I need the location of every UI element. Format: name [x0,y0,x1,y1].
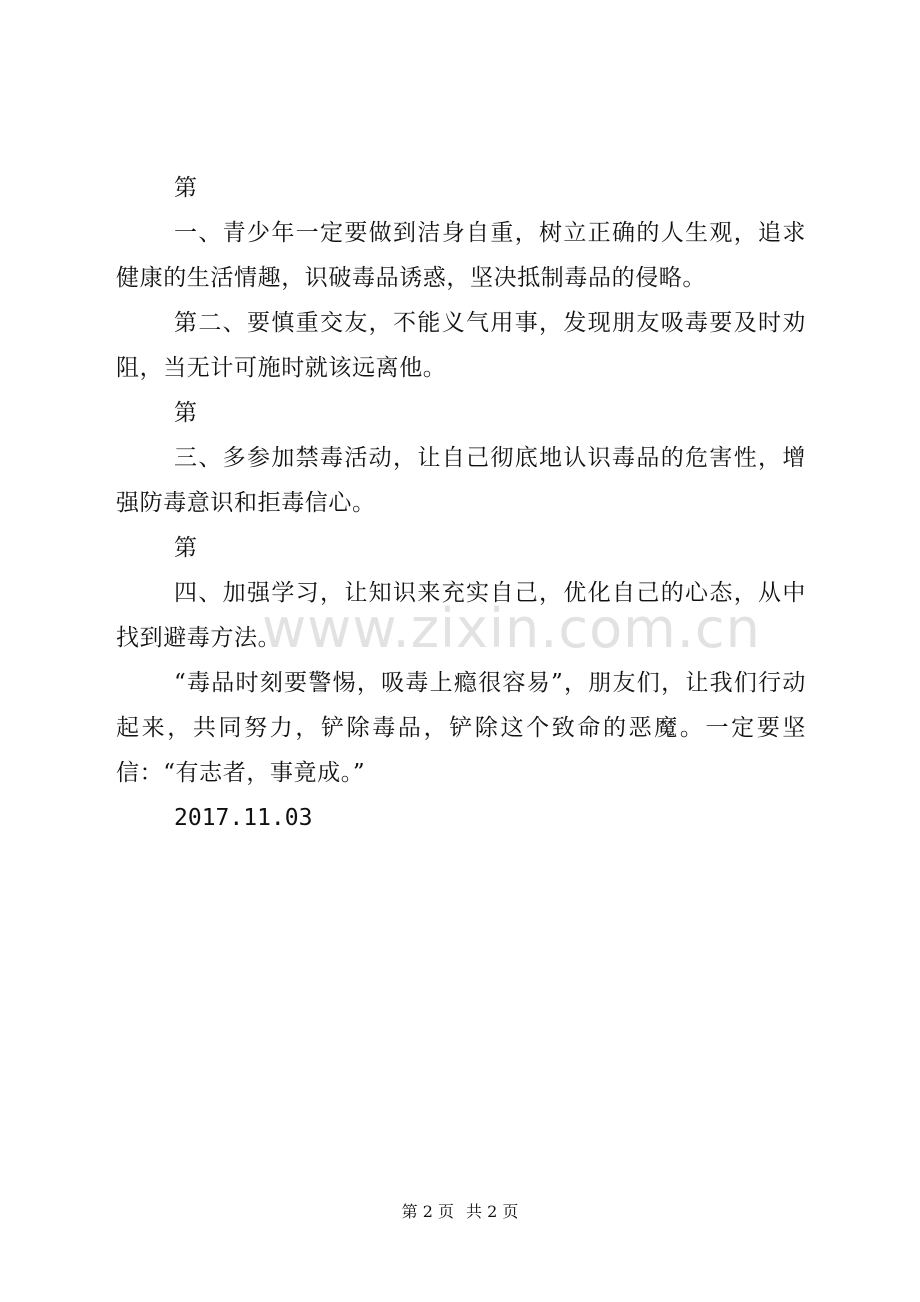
paragraph-heading-fragment: 第 [174,535,198,561]
site-watermark: www.zixin.com.cn [262,597,761,660]
paragraph-first-point: 一、青少年一定要做到洁身自重，树立正确的人生观，追求健康的生活情趣，识破毒品诱惑，坚决抵制毒品的侵略。 [116,220,806,291]
page-number-total: 共 2 页 [466,1202,519,1221]
paragraph-heading-fragment: 第 [174,400,198,426]
paragraph-heading-fragment: 第 [174,175,198,201]
page-footer [0,1199,920,1222]
page-number-current: 第 2 页 [401,1202,454,1221]
paragraph-fourth-point: 四、加强学习，让知识来充实自己，优化自己的心态，从中找到避毒方法。 [116,580,806,651]
document-date: 2017.11.03 [174,805,313,831]
paragraph-closing: “毒品时刻要警惕，吸毒上瘾很容易”，朋友们，让我们行动起来，共同努力，铲除毒品，铲除这个致命的恶魔。一定要坚信：“有志者，事竟成。” [116,670,806,786]
paragraph-second-point: 第二、要慎重交友，不能义气用事，发现朋友吸毒要及时劝阻，当无计可施时就该远离他。 [116,310,806,381]
paragraph-third-point: 三、多参加禁毒活动，让自己彻底地认识毒品的危害性，增强防毒意识和拒毒信心。 [116,445,806,516]
document-body [116,166,806,841]
